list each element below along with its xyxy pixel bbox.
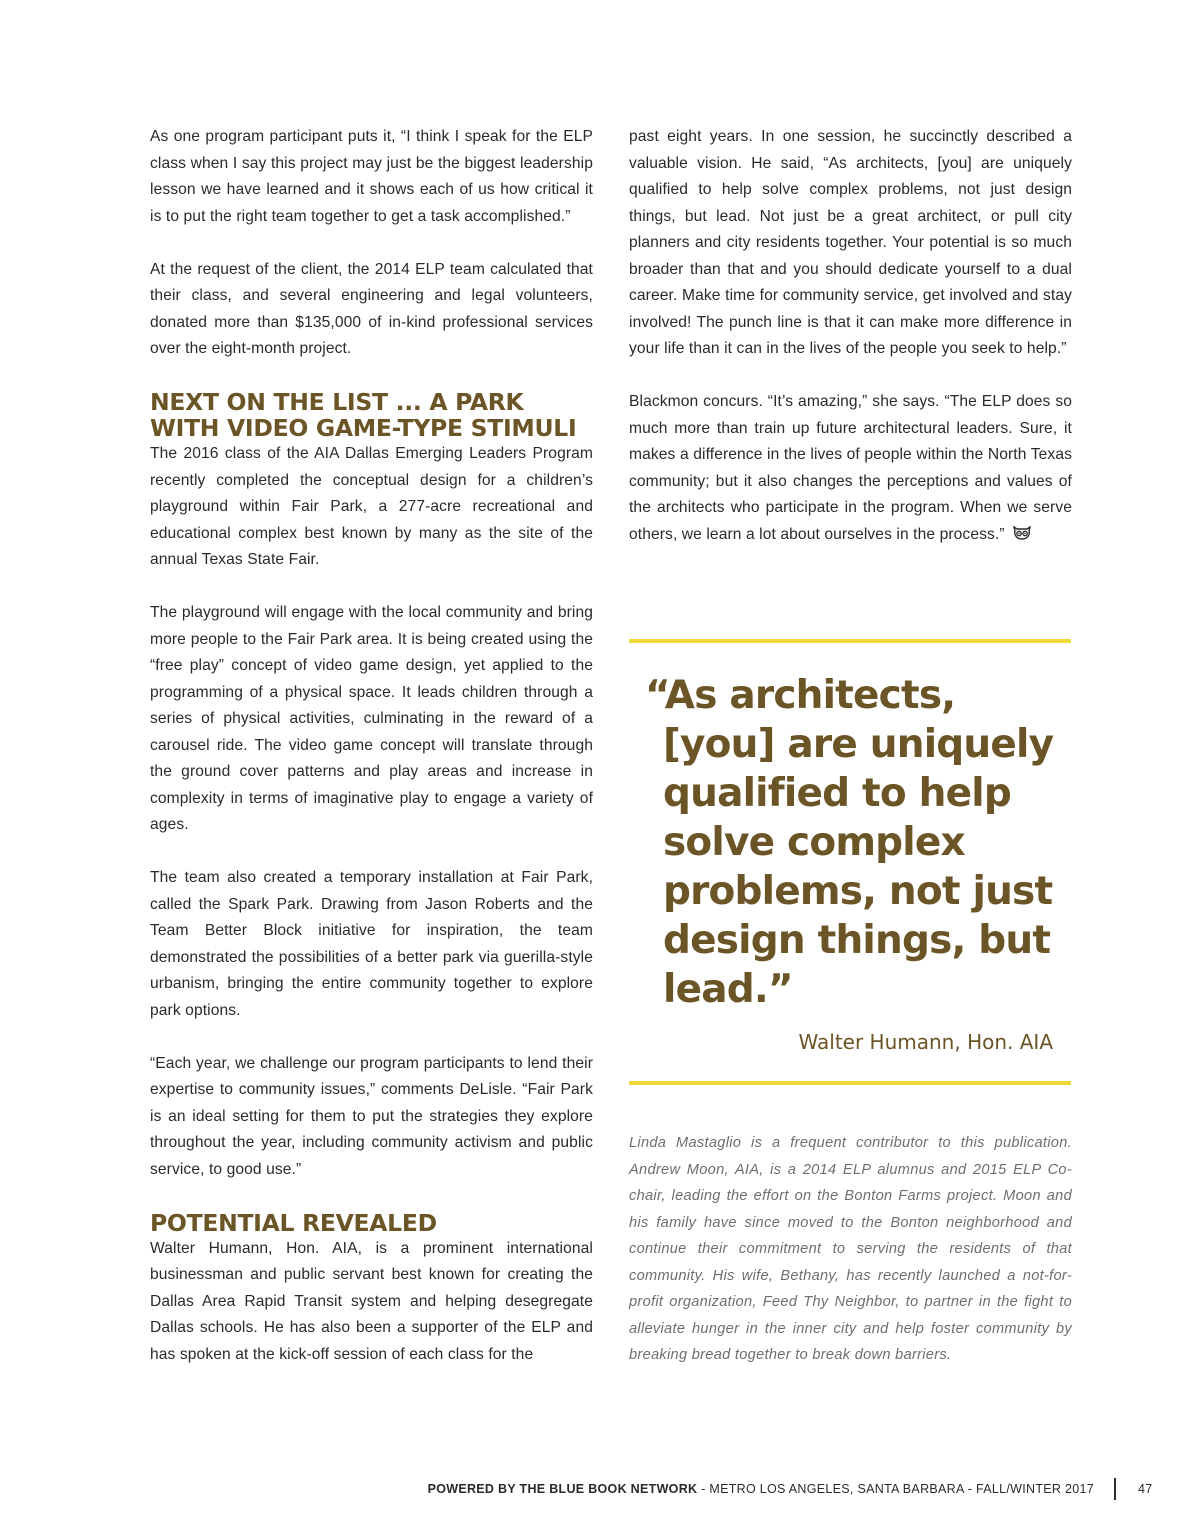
body-paragraph-closing (629, 389, 1072, 548)
section-heading-potential: POTENTIAL REVEALED (150, 1208, 437, 1237)
page-footer (0, 1478, 1200, 1500)
body-paragraph: Walter Humann, Hon. AIA, is a prominent international businessman and public servant best known for creating the Dallas Area Rapid Transit system and helping desegregate Dallas schools. He has also been a supporter of the ELP and has spoken at the kick-off session of each class for the (150, 1239, 593, 1363)
pull-quote-line: design things, but (663, 918, 1051, 963)
body-paragraph: As one program participant puts it, “I think I speak for the ELP class when I say this project may just be the biggest leadership lesson we have learned and it shows each of us how critical it is to put the right team together to get a task accomplished.” (150, 128, 593, 225)
footer-publication (428, 1478, 1094, 1500)
pull-quote-line: problems, not just (663, 869, 1053, 914)
pull-quote-line: solve complex (663, 820, 965, 865)
pull-quote-top-rule (629, 639, 1071, 643)
footer-edition: - METRO LOS ANGELES, SANTA BARBARA - FALL/WINTER 2017 (697, 1482, 1094, 1496)
pull-quote-bottom-rule (629, 1081, 1071, 1085)
body-paragraph: The team also created a temporary installation at Fair Park, called the Spark Park. Drawing from Jason Roberts and the Team Better Block initiative for inspiration, the team demonstrated the possibilities of a better park via guerilla-style urbanism, bringing the entire community together to explore park options. (150, 869, 593, 1019)
owl-icon (1013, 526, 1031, 540)
footer-divider (1114, 1478, 1116, 1500)
body-paragraph: “Each year, we challenge our program participants to lend their expertise to community issues,” comments DeLisle. “Fair Park is an ideal setting for them to put the strategies they explore throughout the year, including community activism and public service, to good use.” (150, 1054, 593, 1178)
page-number: 47 (1138, 1482, 1153, 1496)
right-column (629, 124, 1072, 575)
author-bio: Linda Mastaglio is a frequent contributor to this publication. Andrew Moon, AIA, is a 2014 ELP alumnus and 2015 ELP Co-chair, leading the effort on the Bonton Farms project. Moon and his family have since moved to the Bonton neighborhood and continue their commitment to serving the residents of that community. His wife, Bethany, has recently launched a not-for-profit organization, Feed Thy Neighbor, to partner in the fight to alleviate hunger in the inner city and help foster community by breaking bread together to break down barriers. (629, 1135, 1072, 1363)
body-paragraph: past eight years. In one session, he succinctly described a valuable vision. He said, “As architects, [you] are uniquely qualified to help solve complex problems, not just design things, but lead. Not just be a great architect, or pull city planners and city residents together. Your potential is so much broader than that and you should dedicate yourself to a dual career. Make time for community service, get involved and stay involved! The punch line is that it can make more difference in your life than it can in the lives of the people you seek to help.” (629, 128, 1072, 357)
pull-quote-attribution: Walter Humann, Hon. AIA (798, 1030, 1053, 1054)
pull-quote-line: “As architects, (645, 673, 956, 718)
footer-brand: POWERED BY THE BLUE BOOK NETWORK (427, 1482, 698, 1496)
section-heading-park: NEXT ON THE LIST ... A PARK WITH VIDEO GAME-TYPE STIMULI (150, 388, 577, 442)
pull-quote-line: [you] are uniquely (663, 722, 1054, 767)
pull-quote-line: qualified to help (663, 771, 1011, 816)
pull-quote-line: lead.” (663, 967, 793, 1012)
body-paragraph: The playground will engage with the local community and bring more people to the Fair Park area. It is being created using the “free play” concept of video game design, yet applied to the programming of a physical space. It leads children through a series of physical activities, culminating in the reward of a carousel ride. The video game concept will translate through the ground cover patterns and play areas and increase in complexity in terms of imaginative play to engage a variety of ages. (150, 604, 593, 833)
pull-quote (645, 671, 1075, 1014)
body-paragraph: At the request of the client, the 2014 ELP team calculated that their class, and several engineering and legal volunteers, donated more than $135,000 of in-kind professional services over the eight-month project. (150, 260, 593, 357)
body-paragraph: The 2016 class of the AIA Dallas Emerging Leaders Program recently completed the conceptual design for a children’s playground within Fair Park, a 277-acre recreational and educational complex best known by many as the site of the annual Texas State Fair. (150, 445, 593, 568)
left-column (150, 124, 593, 1395)
closing-text: Blackmon concurs. “It’s amazing,” she says. “The ELP does so much more than train up future architectural leaders. Sure, it makes a difference in the lives of people within the North Texas community; but it also changes the perceptions and values of the architects who participate in the program. When we serve others, we learn a lot about ourselves in the process.” (629, 393, 1072, 543)
